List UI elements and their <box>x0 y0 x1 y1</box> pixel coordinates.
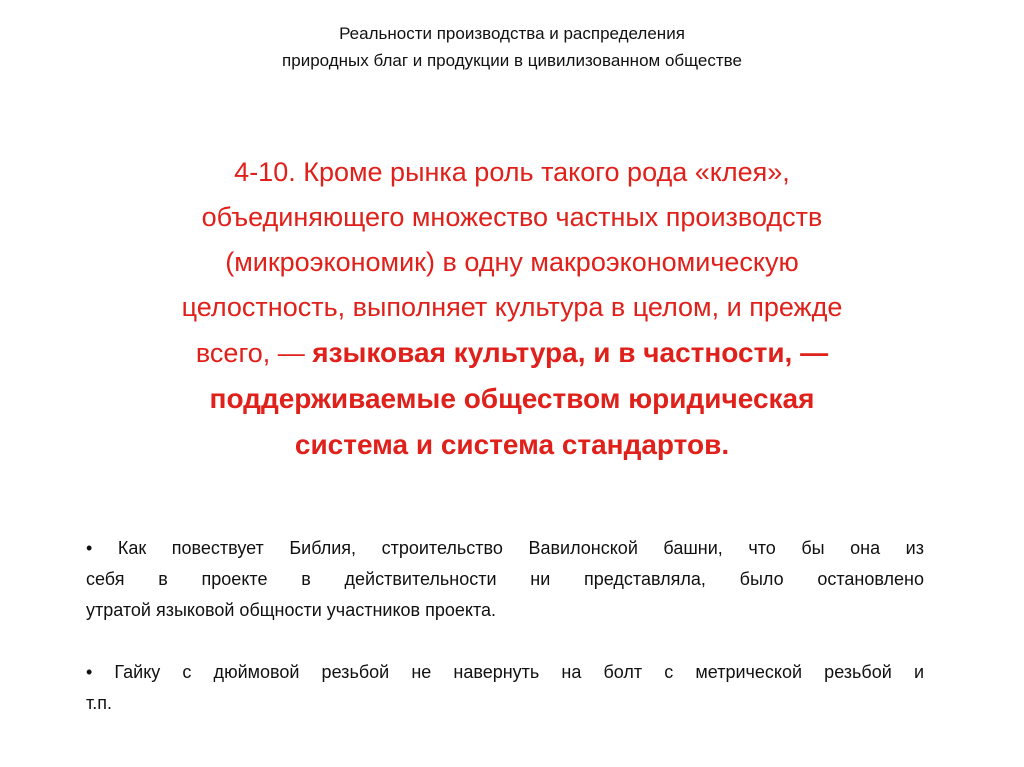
bullet-2-line-2: т.п. <box>86 693 112 713</box>
bullet-list <box>86 533 924 750</box>
main-line-5 <box>100 330 924 376</box>
main-statement <box>100 150 924 468</box>
main-line-6-bold: поддерживаемые обществом юридическая <box>209 383 815 414</box>
bullet-item-babel <box>86 533 924 626</box>
bullet-2-line-1: • Гайку с дюймовой резьбой не навернуть на болт с метрической резьбой и <box>86 662 924 682</box>
main-line-6 <box>100 376 924 422</box>
main-line-5-normal: всего, — <box>195 338 313 368</box>
bullet-item-thread <box>86 657 924 719</box>
slide-header <box>0 20 1024 74</box>
main-line-4: целостность, выполняет культура в целом, и прежде <box>181 292 843 322</box>
main-line-1: 4-10. Кроме рынка роль такого рода «клея», <box>234 157 790 187</box>
main-line-3: (микроэкономик) в одну макроэкономическую <box>225 247 799 277</box>
header-line-2: природных благ и продукции в цивилизованном обществе <box>282 51 742 70</box>
main-line-2: объединяющего множество частных производств <box>201 202 823 232</box>
main-line-7 <box>100 422 924 468</box>
main-line-7-bold: система и система стандартов. <box>294 429 730 460</box>
main-line-5-bold: языковая культура, и в частности, — <box>312 337 829 368</box>
bullet-1-line-1: • Как повествует Библия, строительство Вавилонской башни, что бы она из <box>86 538 924 558</box>
header-line-1: Реальности производства и распределения <box>339 24 685 43</box>
bullet-1-line-2: себя в проекте в действительности ни представляла, было остановлено <box>86 569 924 589</box>
bullet-1-line-3: утратой языковой общности участников проекта. <box>86 600 497 620</box>
